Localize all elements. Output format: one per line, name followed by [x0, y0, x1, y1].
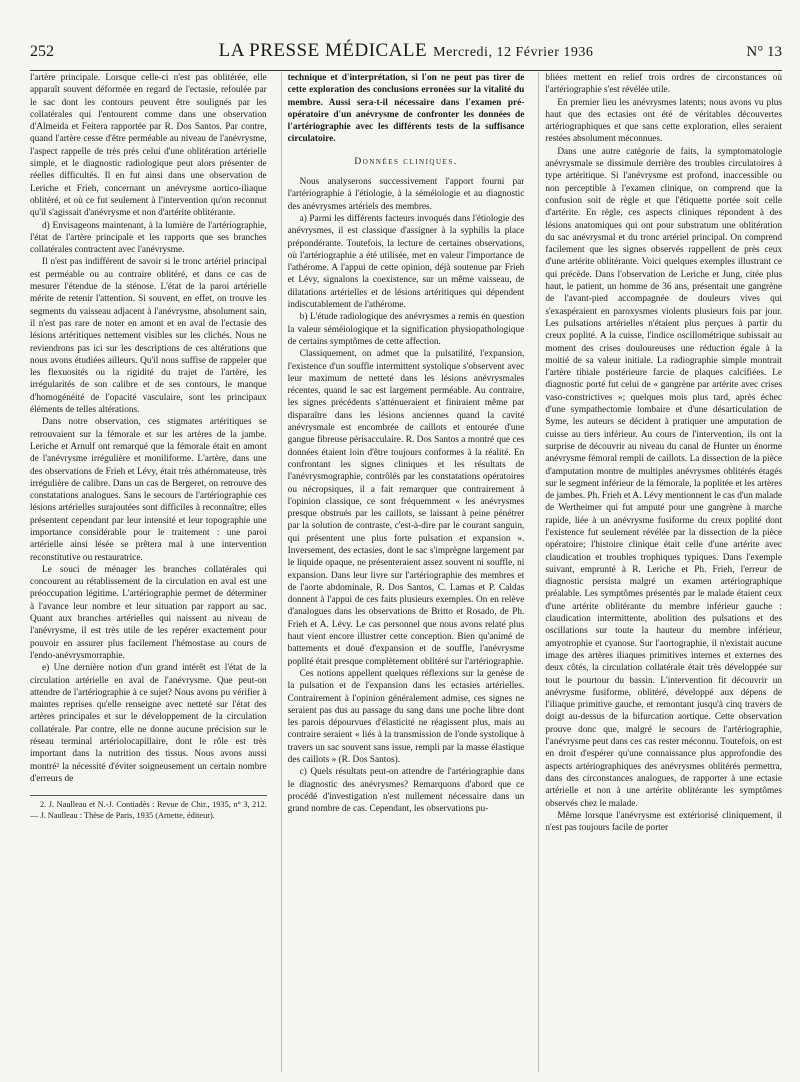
paragraph: Même lorsque l'anévrysme est extériorisé cliniquement, il n'est pas toujours facile de porter: [545, 810, 783, 834]
column-2: [281, 72, 525, 1072]
paragraph: c) Quels résultats peut-on attendre de l'artériographie dans le diagnostic des anévrysmes? Remarquons d'abord que ce procédé d'investigation n'est nullement nécessaire dans un grand nombre de cas. Cependant, les observations pu-: [287, 767, 525, 815]
section-title: Données cliniques.: [354, 156, 458, 167]
footnote: 2. J. Naulleau et N.-J. Contiadès : Revue de Chir., 1935, n° 3, 212. — J. Naulleau : Thèse de Paris, 1935 (Arnette, éditeur).: [30, 800, 267, 820]
issue-number: N° 13: [746, 44, 782, 60]
paragraph: bliées mettent en relief trois ordres de circonstances où l'artériographie s'est révélée utile.: [545, 73, 783, 96]
paragraph: Le souci de ménager les branches collatérales qui concourent au rétablissement de la circulation en aval est une préoccupation légitime. L'artériographie permet de déterminer à l'avance leur nombre et leur situation par rapport au sac. Quant aux branches artérielles qui naissent au niveau de l'anévrysme, il est très utile de les repérer exactement pour pouvoir en assurer plus facilement l'hémostase au cours de l'endo-anévrysmorraphie.: [30, 564, 267, 661]
page-number: 252: [30, 43, 54, 60]
article-body: [30, 72, 782, 1072]
column-1: [30, 72, 267, 1072]
running-header: [30, 40, 782, 71]
paragraph: b) L'étude radiologique des anévrysmes a remis en question la valeur séméiologique et la signification physiopathologique de certains symptômes de cette affection.: [287, 312, 525, 347]
paragraph: Dans une autre catégorie de faits, la symptomatologie anévrysmale se dissimule derrière des troubles circulatoires à type artéritique. Si l'anévrysme est profond, inaccessible ou non perceptible à l'examen clinique, on comprend que la confusion soit de règle et que l'étiquette portée soit celle d'artérite. En règle, ces aspects cliniques répondent à des lésions anatomiques qui ont pour substratum une oblitération du sac anévrysmal et du tronc artériel principal. On comprend facilement que les signes observés rappellent de près ceux d'une artérite oblitérante. Voici quelques exemples illustrant ce qui précède. Dans l'observation de Leriche et Jung, citée plus haut, le patient, un homme de 36 ans, présentait une gangrène de l'avant-pied accompagnée de douleurs vives qui s'exaspéraient en paroxysmes violents plusieurs fois par jour. Les pulsations artérielles n'étaient plus perçues à partir du creux poplité. A la cuisse, l'indice oscillométrique subissait au moment des crises douloureuses une réduction égale à la moitié de sa valeur initiale. La radiographie simple montrait l'artère tibiale postérieure farcie de plaques calcifiées. Le diagnostic porté fut celui de « gangrène par artérite avec crises vaso-constrictives »; quelques mois plus tard, après échec d'une sympathectomie lombaire et d'une désarticulation de Syme, les auteurs se décident à pratiquer une amputation de cuisse au tiers inférieur. Au cours de l'intervention, ils ont la surprise de découvrir au niveau du canal de Hunter un énorme anévrysme fémoral rempli de caillots. La dissection de la pièce d'amputation montre de multiples anévrysmes oblitérés étagés sur le segment inférieur de la fémorale, la poplitée et les artères de jambes. Ph. Frieh et A. Lévy mentionnent le cas d'un malade de Wertheimer qui fut amputé pour une gangrène à marche rapide, liée à un anévrysme fusiforme du creux poplité dont l'existence fut seulement révélée par la dissection de la pièce opératoire; l'histoire clinique était celle d'une artérite avec claudication et troubles trophiques typiques. Dans l'exemple suivant, emprunté à R. Leriche et Ph. Frieh, l'erreur de diagnostic persista malgré un examen artériographique préalable. Les symptômes présentés par le malade étaient ceux d'une artérite oblitérante du membre inférieur gauche : claudication intermittente, abolition des pulsations et des oscillations sur toute la hauteur du membre inférieur, amyotrophie et cyanose. Sur l'aortographie, il n'existait aucune image des artères iliaques primitives internes et externes des deux côtés, la circulation collatérale était très développée sur tout le pourtour du bassin. L'intervention fit découvrir un anévrysme fusiforme, oblitéré, développé aux dépens de l'iliaque primitive gauche, et remontant jusqu'à cinq travers de doigt au-dessus de la bifurcation aortique. Cette observation prouve donc que, malgré le secours de l'artériographie, l'anévrysme peut dans ces cas rester méconnu. Toutefois, on est en droit d'espérer qu'une connaissance plus approfondie des aspects artériographiques des anévrysmes oblitérés permettra, dans des circonstances analogues, de rapporter à une ectasie artérielle et non à une artérite oblitérante les symptômes observés chez le malade.: [545, 146, 783, 809]
running-title: [90, 40, 722, 62]
paragraph: technique et d'interprétation, si l'on ne peut pas tirer de cette exploration des conclusions erronées sur la vitalité du membre. Aussi sera-t-il nécessaire dans l'examen pré-opératoire d'un anévrysme de confronter les données de l'artériographie avec les différents tests de la suffisance circulatoire.: [287, 73, 525, 145]
paragraph: Dans notre observation, ces stigmates artéritiques se retrouvaient sur la fémorale et sur les artères de la jambe. Leriche et Arnulf ont remarqué que la fémorale était en amont de l'anévrysme irrégulière et moniliforme. L'artère, dans une des observations de Frieh et Lévy, était très athéromateuse, très irrégulière de calibre. Dans un cas de Bergeret, on retrouve des constatations analogues. Sans le secours de l'artériographie ces lésions artérielles surajoutées sont difficiles à reconnaître; elles présentent cependant par leur intensité et leur topographie une importance considérable pour le traitement : une paroi artérielle ainsi lésée se prêtera mal à une intervention reconstitutive ou restauratrice.: [30, 417, 267, 563]
paragraph: d) Envisageons maintenant, à la lumière de l'artériographie, l'état de l'artère principale et les rapports que ses branches collatérales contractent avec l'anévrysme.: [30, 220, 267, 256]
paragraph: Ces notions appellent quelques réflexions sur la genèse de la pulsation et de l'expansion dans les ectasies artérielles. Contrairement à l'opinion généralement admise, ces signes ne seraient pas dus au passage du sang dans une poche libre dont les parois dépourvues d'élasticité ne réagissent plus, mais au contraire seraient « liés à la transmission de l'onde systolique à travers un sac souvent sans issue, rempli par la masse élastique des caillots » (R. Dos Santos).: [287, 668, 525, 766]
paragraph: l'artère principale. Lorsque celle-ci n'est pas oblitérée, elle apparaît souvent déformée en regard de l'ectasie, refoulée par le sac dont les contours peuvent être soulignés par les collatérales qui l'entourent comme dans une observation d'Almeida et Feitera rapportée par R. Dos Santos. Par contre, quand l'artère cesse d'être perméable au niveau de l'anévrysme, l'aspect rappelle de très près celui d'une oblitération artérielle simple, et le diagnostic radiologique peut alors présenter de réelles difficultés. Il en fut ainsi dans une observation de Leriche et Frieh, concernant un anévrysme aortico-iliaque oblitéré, et où ce fut seulement à l'intervention qu'on reconnut qu'il s'agissait d'anévrysme et non d'artérite oblitérante.: [30, 73, 267, 219]
paragraph: a) Parmi les différents facteurs invoqués dans l'étiologie des anévrysmes, il est classique d'assigner à la syphilis la place prépondérante. Toutefois, la lecture de certaines observations, où l'artériographie a été utilisée, met en valeur l'importance de l'athérome. A l'appui de cette opinion, déjà soutenue par Frieh et Lévy, signalons la coexistence, sur un même vaisseau, de dilatations artérielles et de lésions artéritiques qui dépendent indiscutablement de l'athérome.: [287, 213, 525, 311]
column-3: [538, 72, 782, 1072]
paragraph: Il n'est pas indifférent de savoir si le tronc artériel principal est perméable ou au contraire oblitéré, et dans ce cas de mesurer l'étendue de la sténose. L'état de la paroi artérielle mérite de retenir l'attention. Si souvent, en effet, on trouve les segments du vaisseau adjacent à l'anévrysme, absolument sain, il n'est pas rare de noter en amont et en aval de l'ectasie des lésions artéritiques nettement visibles sur les clichés. Nous ne reviendrons pas ici sur les descriptions de ces altérations que nous avons étudiées ailleurs. Qu'il nous suffise de rappeler que les flexuosités ou la rigidité du trajet de l'artère, les irrégularités de son calibre et de ses contours, le manque d'homogénéité de l'opacité vasculaire, sont les principaux éléments de telles altérations.: [30, 257, 267, 416]
issue-date: Mercredi, 12 Février 1936: [433, 45, 594, 60]
footnotes: [30, 795, 267, 821]
paragraph: En premier lieu les anévrysmes latents; nous avons vu plus haut que des ectasies ont été de véritables découvertes artériographiques et que sans cette exploration, elles seraient restées absolument méconnues.: [545, 97, 783, 145]
paragraph: Nous analyserons successivement l'apport fourni par l'artériographie à l'étiologie, à la séméiologie et au diagnostic des anévrysmes artériels des membres.: [287, 177, 525, 212]
paragraph: e) Une dernière notion d'un grand intérêt est l'état de la circulation artérielle en aval de l'anévrysme. Que peut-on attendre de l'artériographie à ce sujet? Nous avons pu vérifier à maintes reprises qu'elle renseigne avec netteté sur l'état des artères principales et sur le développement de la circulation collatérale. Par contre, elle ne donne aucune précision sur le réseau terminal artériolocapillaire, dont le rôle est très important dans la nutrition des tissus. Nous avons aussi montré² la nécessité d'éviter soigneusement un certain nombre d'erreurs de: [30, 663, 267, 784]
journal-title: LA PRESSE MÉDICALE: [218, 40, 428, 61]
paragraph: Classiquement, on admet que la pulsatilité, l'expansion, l'existence d'un souffle intermittent systolique s'observent avec leur maximum de netteté dans les lésions anévrysmales récentes, quand le sac est largement perméable. Au contraire, les signes précédents s'atténueraient et finiraient même par disparaître dans les lésions anciennes quand la cavité anévrysmale est encombrée de caillots et entourée d'une gangue fibreuse périsacculaire. R. Dos Santos a montré que ces données étaient loin d'être toujours conformes à la réalité. En confrontant les signes cliniques et les résultats de l'anévrysmographie, contrôlés par les constatations opératoires ou nécropsiques, il a fait remarquer que contrairement à l'opinion classique, ce sont fréquemment « les anévrysmes presque obstrués par les caillots, se laissant à peine pénétrer par la solution de contraste, c'est-à-dire par le courant sanguin, qui présentent une plus forte pulsation et expansion ». Inversement, des ectasies, dont le sac s'imprègne largement par le liquide opaque, ne présenteraient assez souvent ni souffle, ni expansion. Dans leur livre sur l'artériographie des membres et de l'aorte abdominale, R. Dos Santos, C. Lamas et P. Caldas donnent à l'appui de ces faits plusieurs exemples. On en relève d'analogues dans les observations de Britto et Rosado, de Ph. Frieh et A. Lévy. Le cas personnel que nous avons relaté plus haut vient encore illustrer cette conception. Bien qu'animé de battements et doué d'expansion et de souffle, l'anévrysme poplité était presque complètement oblitéré sur l'artériographie.: [287, 349, 525, 667]
